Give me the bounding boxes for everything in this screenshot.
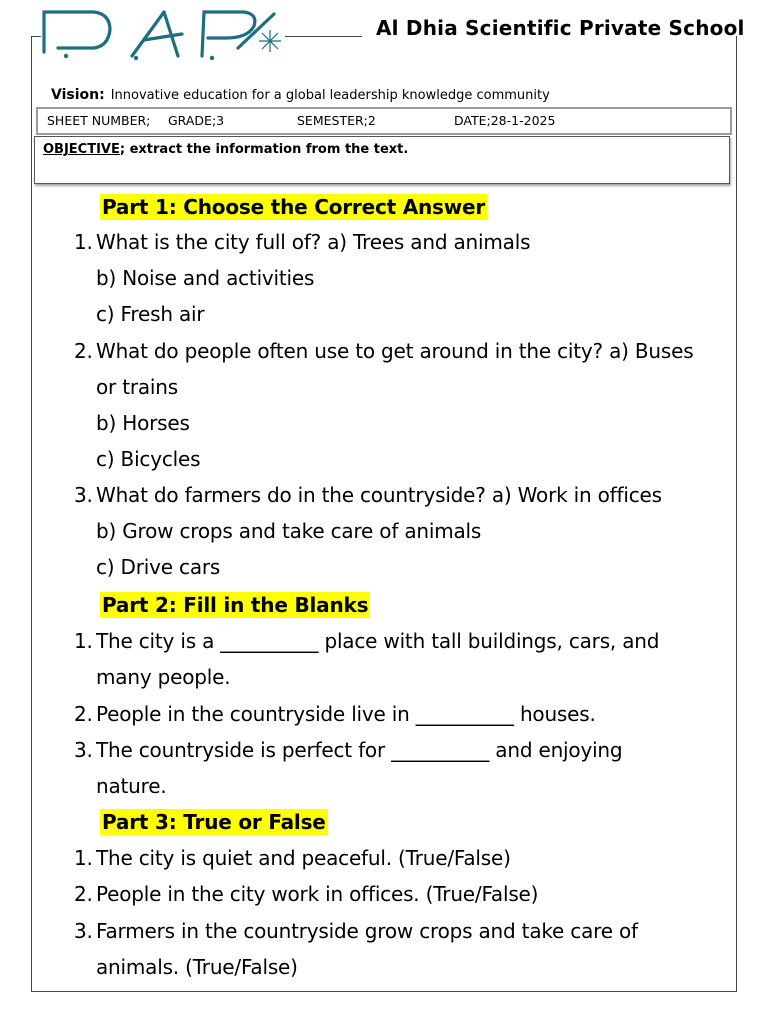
header-rule-right: [285, 36, 362, 37]
p3-q1-text: The city is quiet and peaceful. (True/False): [96, 846, 511, 870]
date: DATE;28-1-2025: [454, 113, 556, 128]
p1-q3-text: What do farmers do in the countryside? a) Work in offices: [96, 483, 662, 507]
p1-q2-text-cont: or trains: [96, 375, 178, 399]
p3-q3-number: 3.: [74, 919, 93, 943]
part2-heading: Part 2: Fill in the Blanks: [102, 593, 369, 617]
p2-q3-text-cont: nature.: [96, 774, 167, 798]
part1-heading: Part 1: Choose the Correct Answer: [102, 195, 486, 219]
sheet-info-box: [36, 107, 732, 135]
objective-box: [34, 136, 730, 184]
part3-heading: Part 3: True or False: [102, 810, 326, 834]
p1-q3-option-b: b) Grow crops and take care of animals: [96, 519, 482, 543]
objective: [43, 142, 408, 157]
vision-label: Vision:: [51, 87, 105, 103]
vision-line: [51, 87, 550, 103]
semester: SEMESTER;2: [297, 113, 376, 128]
p2-q1-number: 1.: [74, 629, 93, 653]
objective-text: ; extract the information from the text.: [119, 142, 409, 157]
p1-q1-option-b: b) Noise and activities: [96, 266, 315, 290]
objective-label: OBJECTIVE: [43, 142, 120, 157]
p1-q3-number: 3.: [74, 483, 93, 507]
grade: GRADE;3: [168, 113, 225, 128]
p2-q1-text-cont: many people.: [96, 665, 231, 689]
p3-q2-text: People in the city work in offices. (True/False): [96, 882, 539, 906]
vision-text: Innovative education for a global leadership knowledge community: [110, 88, 550, 103]
p1-q1-option-c: c) Fresh air: [96, 302, 205, 326]
p1-q1-text: What is the city full of? a) Trees and animals: [96, 230, 531, 254]
p2-q3-number: 3.: [74, 738, 93, 762]
p2-q3-text: The countryside is perfect for __________ and enjoying: [96, 738, 623, 762]
p3-q3-text: Farmers in the countryside grow crops and take care of: [96, 919, 638, 943]
p1-q2-number: 2.: [74, 339, 93, 363]
p3-q3-text-cont: animals. (True/False): [96, 955, 298, 979]
p2-q2-number: 2.: [74, 702, 93, 726]
p1-q2-option-c: c) Bicycles: [96, 447, 201, 471]
p1-q3-option-c: c) Drive cars: [96, 555, 221, 579]
p2-q2-text: People in the countryside live in __________ houses.: [96, 702, 596, 726]
p3-q2-number: 2.: [74, 882, 93, 906]
p3-q1-number: 1.: [74, 846, 93, 870]
school-name: Al Dhia Scientific Private School: [376, 16, 745, 40]
p1-q1-number: 1.: [74, 230, 93, 254]
p1-q2-option-b: b) Horses: [96, 411, 190, 435]
p1-q2-text: What do people often use to get around in the city? a) Buses: [96, 339, 694, 363]
school-logo: [36, 4, 296, 64]
sheet-number: SHEET NUMBER;: [47, 113, 151, 128]
p2-q1-text: The city is a __________ place with tall buildings, cars, and: [96, 629, 660, 653]
